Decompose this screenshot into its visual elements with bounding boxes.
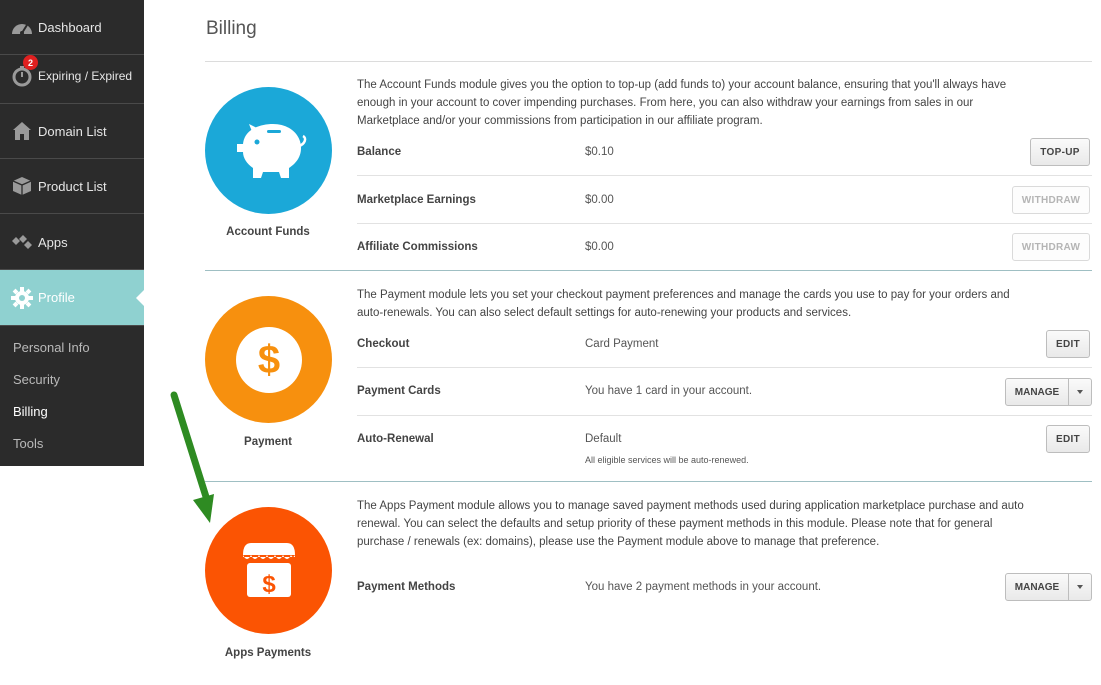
top-up-button[interactable]: TOP-UP	[1030, 138, 1090, 166]
payment-methods-label: Payment Methods	[357, 581, 456, 593]
edit-checkout-button[interactable]: EDIT	[1046, 330, 1090, 358]
sidebar-item-label: Dashboard	[38, 19, 102, 35]
page-title: Billing	[206, 18, 257, 39]
chevron-down-icon	[1077, 585, 1083, 589]
sidebar-item-domain-list[interactable]	[0, 104, 144, 159]
account-funds-title: Account Funds	[226, 226, 310, 238]
sidebar-item-expiring[interactable]	[0, 49, 144, 104]
sidebar-item-label: Apps	[38, 234, 68, 250]
sidebar-item-label: Profile	[38, 290, 75, 305]
payment-description: The Payment module lets you set your checkout payment preferences and manage the cards you use to pay for your orders and auto-renewals. You can also select default settings for auto-renewing your products and services.	[357, 289, 1010, 319]
payment-methods-value: You have 2 payment methods in your account.	[585, 581, 822, 593]
row-divider	[357, 415, 1092, 416]
manage-cards-split-button	[1005, 378, 1092, 406]
storefront-icon	[237, 539, 301, 603]
balance-value: $0.10	[585, 146, 614, 158]
subnav-security[interactable]: Security	[13, 372, 60, 387]
sidebar-item-profile[interactable]	[0, 270, 144, 326]
gear-icon	[0, 270, 38, 325]
module-divider	[205, 270, 1092, 271]
subnav-personal-info[interactable]: Personal Info	[13, 340, 90, 355]
manage-cards-button[interactable]: MANAGE	[1005, 378, 1069, 406]
marketplace-earnings-value: $0.00	[585, 194, 614, 206]
subnav-billing[interactable]: Billing	[13, 404, 48, 419]
row-divider	[357, 175, 1092, 176]
affiliate-commissions-value: $0.00	[585, 241, 614, 253]
apps-payments-title: Apps Payments	[224, 647, 312, 659]
checkout-label: Checkout	[357, 338, 410, 350]
auto-renewal-note: All eligible services will be auto-renewed.	[585, 455, 749, 465]
withdraw-commissions-button[interactable]: WITHDRAW	[1012, 233, 1090, 261]
chevron-down-icon	[1077, 390, 1083, 394]
sidebar-item-dashboard[interactable]	[0, 0, 144, 55]
manage-cards-dropdown[interactable]	[1069, 378, 1092, 406]
dollar-coin-icon	[234, 325, 304, 395]
module-divider	[205, 481, 1092, 482]
annotation-arrow-icon	[165, 390, 225, 530]
marketplace-earnings-label: Marketplace Earnings	[357, 194, 476, 206]
auto-renewal-label: Auto-Renewal	[357, 433, 434, 445]
account-funds-circle	[205, 87, 332, 214]
withdraw-earnings-button[interactable]: WITHDRAW	[1012, 186, 1090, 214]
svg-text:$: $	[257, 337, 280, 382]
subnav-tools[interactable]: Tools	[13, 436, 44, 451]
manage-methods-split-button	[1005, 573, 1092, 601]
sidebar-item-product-list[interactable]	[0, 159, 144, 214]
expiring-count-badge: 2	[23, 55, 38, 70]
piggy-bank-icon	[229, 116, 309, 186]
sidebar-item-label: Product List	[38, 178, 107, 194]
payment-cards-label: Payment Cards	[357, 385, 441, 397]
payment-title: Payment	[244, 436, 292, 448]
gauge-icon	[0, 0, 38, 54]
row-divider	[357, 223, 1092, 224]
box-icon	[0, 159, 38, 213]
checkout-value: Card Payment	[585, 338, 659, 350]
manage-methods-button[interactable]: MANAGE	[1005, 573, 1069, 601]
home-icon	[0, 104, 38, 158]
manage-methods-dropdown[interactable]	[1069, 573, 1092, 601]
svg-text:$: $	[261, 570, 276, 598]
sidebar-item-label: Expiring / Expired	[38, 69, 133, 83]
row-divider	[357, 367, 1092, 368]
apps-payments-description: The Apps Payment module allows you to manage saved payment methods used during application marketplace purchase and auto renewal. You can select the defaults and setup priority of these payment methods in this module. Please note that for general purchase / renewals (ex: domains), please use the Payment module above to manage that preference.	[357, 500, 1024, 548]
apps-icon	[0, 215, 38, 269]
auto-renewal-value: Default	[585, 433, 622, 445]
balance-label: Balance	[357, 146, 402, 158]
sidebar	[0, 0, 144, 466]
edit-auto-renewal-button[interactable]: EDIT	[1046, 425, 1090, 453]
payment-cards-value: You have 1 card in your account.	[585, 385, 753, 397]
account-funds-description: The Account Funds module gives you the option to top-up (add funds to) your account balance, ensuring that you'll always have enough in your account to cover impending purchases. From here, you can also withdraw your earnings from sales in our Marketplace and/or your commissions from participation in our affiliate program.	[357, 79, 1007, 127]
divider	[205, 61, 1092, 62]
sidebar-item-apps[interactable]	[0, 215, 144, 270]
sidebar-item-label: Domain List	[38, 123, 107, 139]
affiliate-commissions-label: Affiliate Commissions	[357, 241, 478, 253]
